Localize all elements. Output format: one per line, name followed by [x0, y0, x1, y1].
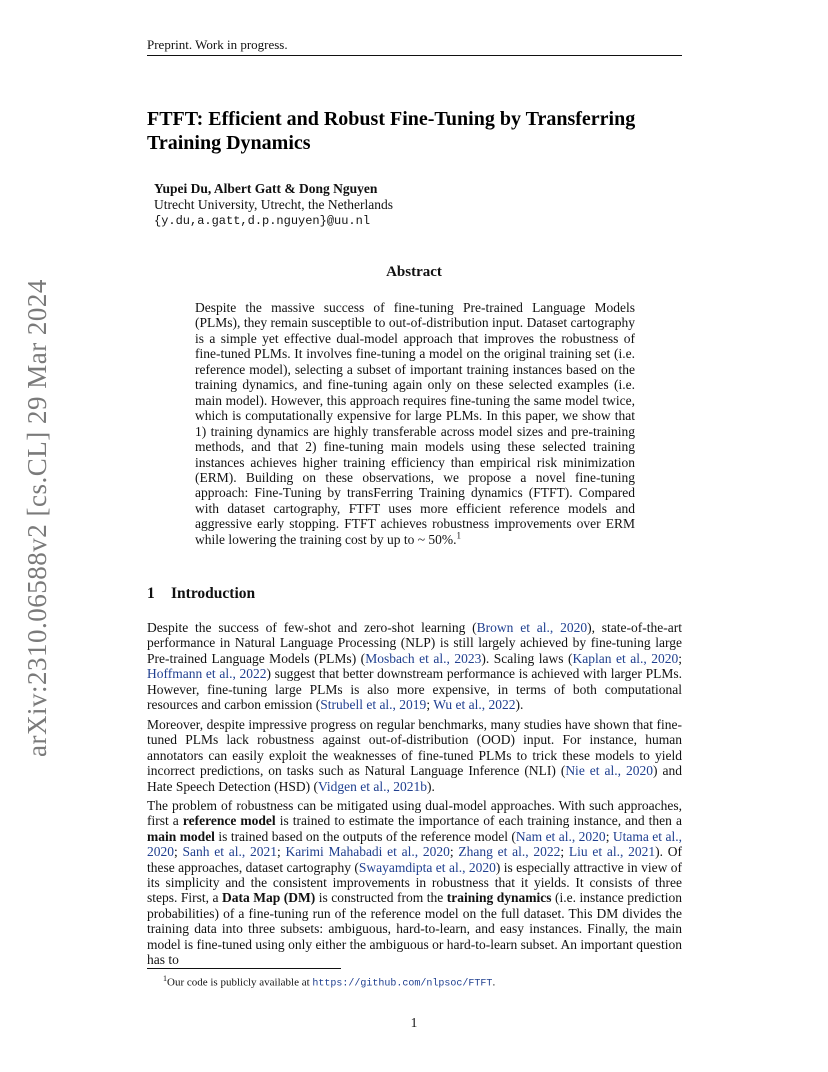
- text-span: ).: [427, 778, 435, 794]
- citation-link[interactable]: Karimi Mahabadi et al., 2020: [285, 844, 450, 860]
- citation-link[interactable]: Utama et al., 2020: [147, 828, 682, 860]
- text-span: ;: [560, 844, 569, 860]
- author-names: Yupei Du, Albert Gatt & Dong Nguyen: [154, 181, 378, 196]
- header-rule: [147, 55, 682, 56]
- section-number: 1: [147, 585, 155, 602]
- intro-paragraph-2: [147, 717, 682, 794]
- text-span: ). Scaling laws (: [481, 650, 573, 666]
- affiliation: Utrecht University, Utrecht, the Netherlands: [154, 197, 394, 212]
- citation-link[interactable]: Wu et al., 2022: [433, 697, 516, 713]
- citation-link[interactable]: Strubell et al., 2019: [320, 697, 427, 713]
- citation-link[interactable]: Mosbach et al., 2023: [365, 650, 482, 666]
- page-number: 1: [410, 1015, 418, 1030]
- text-span: is trained to estimate the importance of each training instance, and then a: [275, 813, 682, 829]
- citation-link[interactable]: Kaplan et al., 2020: [572, 650, 679, 666]
- intro-paragraph-3: [147, 798, 682, 967]
- footnote-url-link[interactable]: https://github.com/nlpsoc/FTFT: [312, 978, 493, 990]
- text-span: Moreover, despite impressive progress on regular benchmarks, many studies have shown that fine-tuned PLMs lack robustness against out-of-distribution (OOD) input. For instance, human annotators can easily exploit the weaknesses of fine-tuned PLMs to trick these models to yield incorrect predictions, on tasks such as Natural Language Inference (NLI) (: [147, 717, 682, 779]
- footnote-end: .: [492, 976, 496, 989]
- text-span: is constructed from the: [315, 890, 447, 906]
- text-span: ;: [449, 844, 459, 860]
- footnote-text: Our code is publicly available at: [167, 976, 313, 989]
- text-span: is trained based on the outputs of the reference model (: [214, 828, 516, 844]
- footnote: [163, 974, 495, 990]
- bold-term: main model: [147, 828, 215, 844]
- text-span: ) suggest that better downstream performance is achieved with larger PLMs. However, fine-tuning large PLMs is also more expensive, in terms of both computational resources and carbon emission (: [147, 666, 682, 713]
- arxiv-identifier-sidebar: arXiv:2310.06588v2 [cs.CL] 29 Mar 2024: [22, 279, 52, 757]
- paper-title: FTFT: Efficient and Robust Fine-Tuning by Transferring Training Dynamics: [147, 108, 636, 154]
- citation-link[interactable]: Zhang et al., 2022: [458, 844, 561, 860]
- text-span: ) and Hate Speech Detection (HSD) (: [147, 763, 682, 794]
- bold-term: Data Map (DM): [222, 890, 316, 906]
- text-span: ). Of these approaches, dataset cartography (: [147, 844, 682, 875]
- bold-term: training dynamics: [446, 890, 552, 906]
- abstract-heading: Abstract: [386, 264, 442, 280]
- citation-link[interactable]: Nam et al., 2020: [515, 828, 606, 844]
- citation-link[interactable]: Nie et al., 2020: [565, 763, 653, 779]
- text-span: ;: [174, 844, 183, 860]
- author-email: {y.du,a.gatt,d.p.nguyen}@uu.nl: [154, 214, 371, 228]
- text-span: ).: [515, 697, 524, 713]
- running-header: Preprint. Work in progress.: [147, 37, 288, 52]
- citation-link[interactable]: Liu et al., 2021: [568, 844, 656, 860]
- section-heading: [147, 585, 255, 603]
- abstract-footnote-mark[interactable]: 1: [456, 530, 462, 541]
- text-span: ) is especially attractive in view of its simplicity and the consistent improvements in robustness that it yields. It consists of three steps. First, a: [147, 859, 682, 906]
- abstract-body: Despite the massive success of fine-tuning Pre-trained Language Models (PLMs), they remain susceptible to out-of-distribution input. Dataset cartography is a simple yet effective dual-model approach that improves the robustness of fine-tuned PLMs. It involves fine-tuning a model on the original training set (i.e. reference model), selecting a subset of important training instances based on the training dynamics, and fine-tuning again only on these selected examples (i.e. main model). However, this approach requires fine-tuning the same model twice, which is computationally expensive for large PLMs. In this paper, we show that 1) training dynamics are highly transferable across model sizes and pre-training methods, and that 2) fine-tuning main models using these selected training instances achieves higher training efficiency than empirical risk minimization (ERM). Building on these observations, we propose a novel fine-tuning approach: Fine-Tuning by transFerring Training dynamics (FTFT). Compared with dataset cartography, FTFT uses more efficient reference models and aggressive early stopping. FTFT achieves robustness improvements over ERM while lowering the training cost by up to ~ 50%.: [195, 300, 635, 547]
- text-span: ;: [678, 650, 682, 666]
- text-span: ;: [605, 828, 613, 844]
- text-span: ;: [276, 844, 286, 860]
- text-span: Despite the success of few-shot and zero-shot learning (: [147, 620, 477, 635]
- bold-term: reference model: [182, 813, 276, 829]
- footnote-rule: [147, 968, 341, 969]
- author-block: [154, 181, 393, 229]
- text-span: ;: [426, 697, 434, 713]
- citation-link[interactable]: Hoffmann et al., 2022: [147, 666, 267, 682]
- footnote-mark: 1: [163, 974, 167, 983]
- citation-link[interactable]: Sanh et al., 2021: [182, 844, 277, 860]
- citation-link[interactable]: Brown et al., 2020: [476, 620, 588, 635]
- section-title: Introduction: [171, 585, 256, 602]
- text-span: (i.e. instance prediction probabilities) of a fine-tuning run of the reference model on the full dataset. This DM divides the training data into three subsets: ambiguous, hard-to-learn, and easy instances. Finally, the main model is fine-tuned using only either the ambiguous or hard-to-learn subset. An important question has to: [147, 890, 683, 968]
- text-span: The problem of robustness can be mitigated using dual-model approaches. With such approaches, first a: [147, 798, 682, 829]
- citation-link[interactable]: Vidgen et al., 2021b: [317, 778, 427, 794]
- text-span: ), state-of-the-art performance in Natural Language Processing (NLP) is still largely achieved by fine-tuning large Pre-trained Language Models (PLMs) (: [147, 620, 682, 666]
- abstract-text: [195, 300, 635, 547]
- intro-paragraph-1: [147, 620, 682, 712]
- citation-link[interactable]: Swayamdipta et al., 2020: [358, 859, 496, 875]
